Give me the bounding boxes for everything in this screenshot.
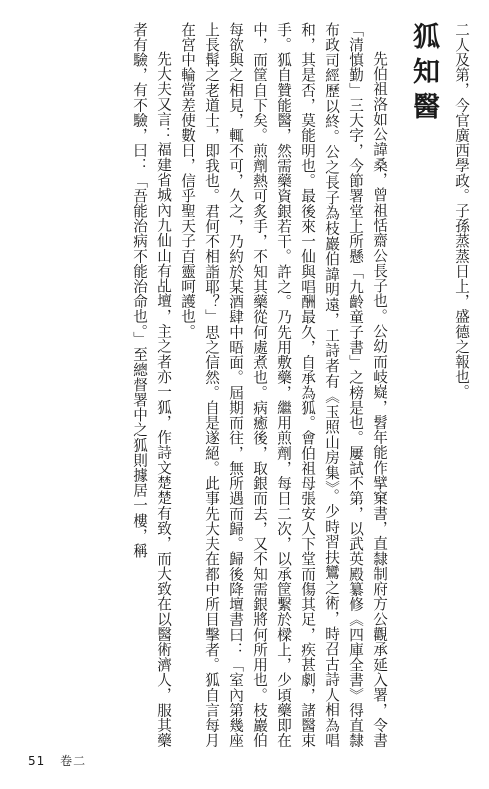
preceding-paragraph-end: 二人及第，今官廣西學政。子孫蒸蒸日上，盛德之報也。: [453, 22, 470, 400]
volume-label: 卷二: [60, 754, 87, 768]
body-paragraph-1: 先伯祖洛如公諱桑，曾祖恬齋公長子也。公幼而岐嶷，髫年能作擘窠書，直隸制府方公觀承延入署，令書「清慎勤」三大字，今節署堂上所懸「九齡童子書」之榜是也。屢試不第，以武英殿纂修《四庫全書》得直隸布政司經歷以終。公之長子為枝巖伯諱明遠，工詩者有《玉照山房集》。少時習扶鸞之術，時召古詩人相為唱和，其是否，莫能明也。最後來一仙與唱酬最久，自承為狐。會伯祖母張安人下堂而傷其足，疾甚劇，諸醫束手。狐自贊能醫，然需藥資銀若干。許之。乃先用敷藥，繼用煎劑，每日二次，以承筐繫於樑上，少頃藥即在中，而筐自下矣。煎劑熱可炙手，不知其藥從何處煮也。病癒後，取銀而去，又不知需銀將何所用也。枝巖伯每欲與之相見，輒不可，久之，乃約於某酒肆中晤面。屆期而往，無所遇而歸。歸後降壇書曰：「室內第幾座上長髯之老道士，即我也。君何不相詣耶？」思之信然。自是遂絕。此事先大夫在都中所目擊者。狐自言每月在宮中輪當差使數日，信乎聖天子百靈呵護也。: [179, 22, 388, 748]
page-number: 51: [28, 754, 46, 768]
body-paragraph-2: 先大夫又言：福建省城內九仙山有乩壇，主之者亦一狐，作詩文楚楚有致，而大致在以醫術濟人，服其藥者有驗，有不驗，曰：「吾能治病不能治命也。」至總督署中之狐則據居一樓，稱: [131, 22, 172, 748]
page-footer: [28, 752, 86, 769]
vertical-text-block: [127, 22, 473, 748]
section-title: 狐知醫: [408, 22, 439, 127]
